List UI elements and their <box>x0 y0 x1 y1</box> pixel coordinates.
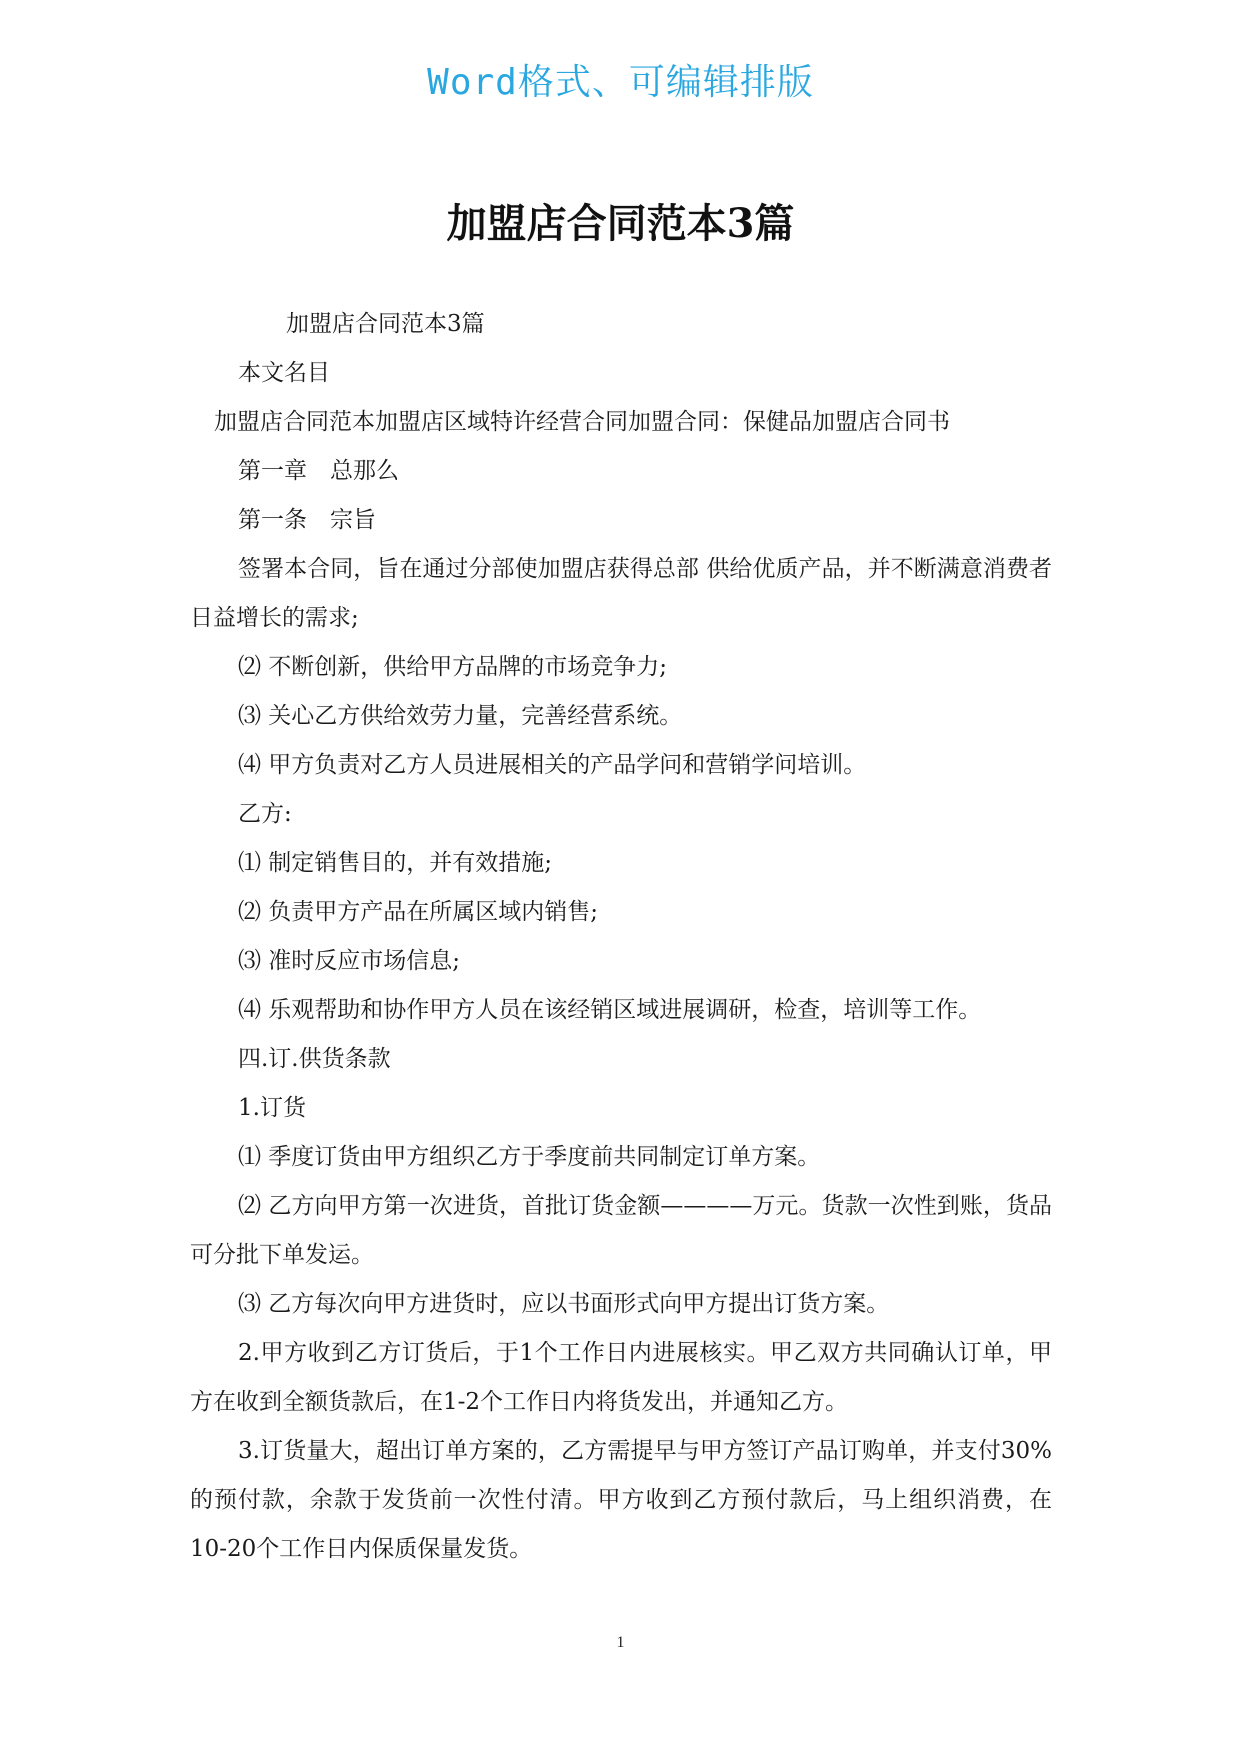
paragraph: ⑶ 准时反应市场信息; <box>238 948 461 974</box>
page-number: 1 <box>616 1634 625 1651</box>
paragraph: 四.订.供货条款 <box>238 1046 391 1072</box>
paragraph: ⑷ 甲方负责对乙方人员进展相关的产品学问和营销学问培训。 <box>238 752 867 778</box>
paragraph: ⑵ 不断创新，供给甲方品牌的市场竞争力; <box>238 654 668 680</box>
header-banner: Word格式、可编辑排版 <box>427 62 814 103</box>
paragraph-chapter-heading: 第一章 总那么 <box>238 458 399 484</box>
paragraph: 1.订货 <box>238 1095 306 1121</box>
paragraph-article-heading: 第一条 宗旨 <box>238 507 376 533</box>
paragraph-toc-list: 加盟店合同范本加盟店区域特许经营合同加盟合同：保健品加盟店合同书 <box>214 409 950 435</box>
paragraph: ⑷ 乐观帮助和协作甲方人员在该经销区域进展调研，检查，培训等工作。 <box>238 997 982 1023</box>
document-title: 加盟店合同范本3篇 <box>446 200 795 247</box>
paragraph: ⑴ 制定销售目的，并有效措施; <box>238 850 553 876</box>
paragraph: ⑴ 季度订货由甲方组织乙方于季度前共同制定订单方案。 <box>238 1144 821 1170</box>
paragraph: 3.订货量大，超出订单方案的，乙方需提早与甲方签订产品订购单，并支付30%的预付款，余款于发货前一次性付清。甲方收到乙方预付款后，马上组织消费，在10-20个工作日内保质保量发货。 <box>190 1438 1052 1562</box>
paragraph: ⑵ 乙方向甲方第一次进货，首批订货金额————万元。货款一次性到账，货品可分批下单发运。 <box>190 1193 1052 1268</box>
document-body <box>190 300 1052 1574</box>
paragraph: 乙方: <box>238 801 292 827</box>
paragraph: ⑶ 关心乙方供给效劳力量，完善经营系统。 <box>238 703 683 729</box>
paragraph: ⑵ 负责甲方产品在所属区域内销售; <box>238 899 599 925</box>
paragraph: 2.甲方收到乙方订货后，于1个工作日内进展核实。甲乙双方共同确认订单，甲方在收到全额货款后，在1-2个工作日内将货发出，并通知乙方。 <box>190 1340 1052 1415</box>
paragraph: 签署本合同，旨在通过分部使加盟店获得总部 供给优质产品，并不断满意消费者日益增长的需求; <box>190 556 1052 631</box>
paragraph: ⑶ 乙方每次向甲方进货时，应以书面形式向甲方提出订货方案。 <box>238 1291 890 1317</box>
paragraph-toc-heading: 本文名目 <box>238 360 330 386</box>
paragraph-subtitle: 加盟店合同范本3篇 <box>286 311 485 337</box>
